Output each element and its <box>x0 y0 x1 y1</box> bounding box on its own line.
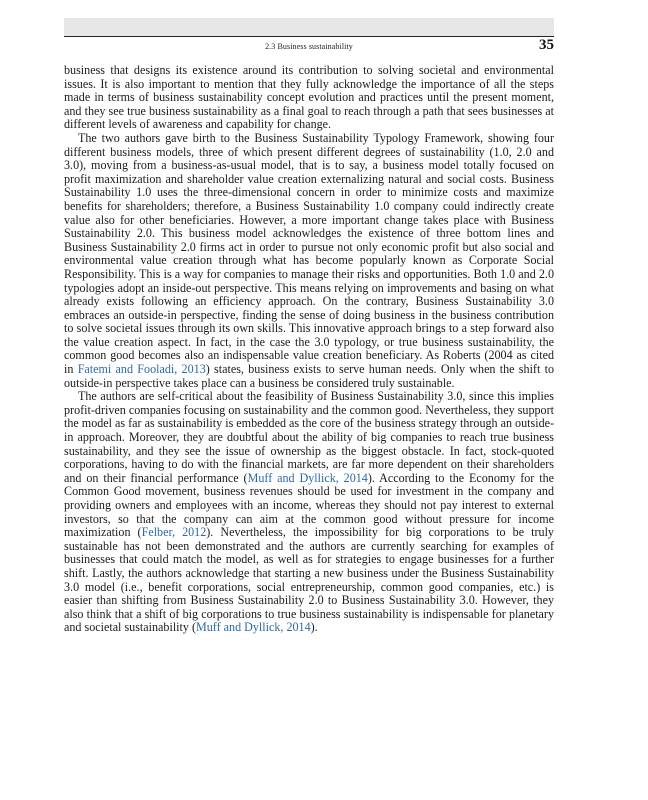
top-band <box>64 18 554 36</box>
text-segment: ). According to the Economy for the Common Good movement, business revenues should be used for investment in the company and providing owners and employees with an income, whereas they should not pay interest to external investors, so that the company can aim at the common good without pressure for income maximization ( <box>64 470 554 540</box>
page-number: 35 <box>539 37 554 53</box>
paragraph-1 <box>64 64 554 132</box>
citation-link[interactable]: Muff and Dyllick, 2014 <box>196 620 311 635</box>
section-title: 2.3 Business sustainability <box>265 42 353 51</box>
text-segment: ). Nevertheless, the impossibility for big corporations to be truly sustainable has not been demonstrated and the authors are currently searching for examples of businesses that could match the model, as well as for strategies to engage businesses for a further shift. Lastly, the authors acknowledge that starting a new business under the Business Sustainability 3.0 model (i.e., benefit corporations, social entrepreneurship, common good companies, etc.) is easier than shifting from Business Sustainability 2.0 to Business Sustainability 3.0. However, they also think that a shift of big corporations to true business sustainability is indispensable for planetary and societal sustainability ( <box>64 525 554 635</box>
paragraph-2 <box>64 132 554 390</box>
running-header <box>64 36 554 56</box>
text-segment: business that designs its existence around its contribution to solving societal and environmental issues. It is also important to mention that they fully acknowledge the importance of all the steps made in terms of business sustainability concept evolution and practices until the present moment, and they see true business sustainability as a final goal to reach through a path that sees businesses at different levels of awareness and capability for change. <box>64 63 554 132</box>
text-segment: The authors are self-critical about the feasibility of Business Sustainability 3.0, since this implies profit-driven companies focusing on sustainability and the common good. Nevertheless, they support the model as far as sustainability is embedded as the core of the business strategy through an outside-in approach. Moreover, they are doubtful about the ability of big companies to reach true business sustainability, and they see the issue of ownership as the biggest obstacle. In fact, stock-quoted corporations, having to do with the financial markets, are far more dependent on their shareholders and on their financial performance ( <box>64 389 555 485</box>
text-segment: ) states, business exists to serve human needs. Only when the shift to outside-in perspective takes place can a business be considered truly sustainable. <box>64 362 554 390</box>
citation-link[interactable]: Fatemi and Fooladi, 2013 <box>77 362 206 377</box>
body-text <box>64 64 554 635</box>
text-segment: ). <box>310 620 318 635</box>
text-segment: The two authors gave birth to the Business Sustainability Typology Framework, showing four different business models, three of which present different degrees of sustainability (1.0, 2.0 and 3.0), moving from a business-as-usual model, that is to say, a business model totally focused on profit maximization and shareholder value creation externalizing natural and social costs. Business Sustainability 1.0 uses the three-dimensional concern in order to minimize costs and maximize benefits for shareholders; therefore, a Business Sustainability 1.0 company could indirectly create value also for other beneficiaries. However, a more important change takes place with Business Sustainability 2.0. This business model acknowledges the existence of three bottom lines and Business Sustainability 2.0 firms act in order to pursue not only economic profit but also social and environmental value creation through what has become popularly known as Corporate Social Responsibility. This is a way for companies to manage their risks and opportunities. Both 1.0 and 2.0 typologies adopt an inside-out perspective. This means relying on improvements and basing on what already exists following an efficiency approach. On the contrary, Business Sustainability 3.0 embraces an outside-in perspective, finding the sense of doing business in the business contribution to solve societal issues through its own skills. This innovative approach brings to a step forward also the value creation aspect. In fact, in the case the 3.0 typology, or true business sustainability, the common good becomes also an indispensable value creation beneficiary. As Roberts (2004 as cited in <box>64 130 554 377</box>
citation-link[interactable]: Felber, 2012 <box>141 525 207 540</box>
citation-link[interactable]: Muff and Dyllick, 2014 <box>247 470 368 485</box>
paragraph-3 <box>64 390 554 635</box>
